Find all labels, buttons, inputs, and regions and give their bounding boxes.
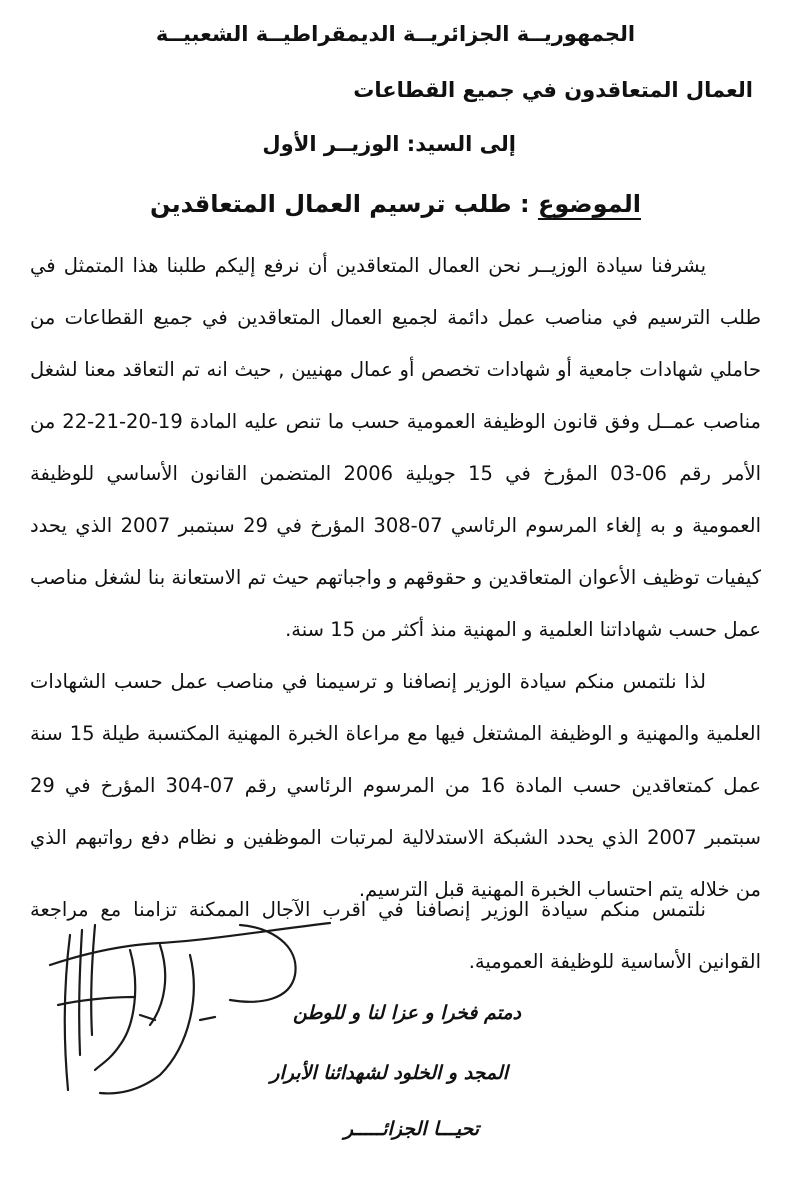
subject-label: الموضوع bbox=[537, 190, 641, 218]
salutation-line-1: دمتم فخرا و عزا لنا و للوطن bbox=[292, 1002, 521, 1024]
letter-header: الجمهوريــة الجزائريــة الديمقراطيــة الشعبيــة bbox=[155, 22, 636, 46]
subject-line bbox=[0, 190, 791, 218]
letter-body bbox=[30, 240, 761, 916]
body-paragraph-1: يشرفنا سيادة الوزيــر نحن العمال المتعاقدين أن نرفع إليكم طلبنا هذا المتمثل في طلب الترسيم في مناصب عمل دائمة لجميع العمال المتعاقدين في جميع القطاعات من حاملي شهادات جامعية أو شهادات تخصص أو عمال مهنيين , حيث انه تم التعاقد معنا لشغل مناصب عمــل وفق قانون الوظيفة العمومية حسب ما تنص عليه المادة 19-20-21-22 من الأمر رقم 06-03 المؤرخ في 15 جويلية 2006 المتضمن القانون الأساسي للوظيفة العمومية و به إلغاء المرسوم الرئاسي 07-308 المؤرخ في 29 سبتمبر 2007 الذي يحدد كيفيات توظيف الأعوان المتعاقدين و حقوقهم و واجباتهم حيث تم الاستعانة بنا لشغل مناصب عمل حسب شهاداتنا العلمية و المهنية منذ أكثر من 15 سنة. bbox=[29, 254, 761, 641]
sender-line: العمال المتعاقدون في جميع القطاعات bbox=[353, 78, 753, 102]
salutation-line-2: المجد و الخلود لشهدائنا الأبرار bbox=[270, 1062, 508, 1084]
subject-text: : طلب ترسيم العمال المتعاقدين bbox=[150, 190, 538, 218]
body-paragraph-3: نلتمس منكم سيادة الوزير إنصافنا في اقرب الآجال الممكنة تزامنا مع مراجعة القوانين الأساسية للوظيفة العمومية. bbox=[30, 898, 761, 973]
recipient-line: إلى السيد: الوزيــر الأول bbox=[262, 132, 516, 156]
handwritten-signature bbox=[40, 905, 340, 1100]
salutation-line-3: تحيـــا الجزائـــــر bbox=[343, 1118, 479, 1140]
body-paragraph-2: لذا نلتمس منكم سيادة الوزير إنصافنا و ترسيمنا في مناصب عمل حسب الشهادات العلمية والمهنية و الوظيفة المشتغل فيها مع مراعاة الخبرة المهنية المكتسبة طيلة 15 سنة عمل كمتعاقدين حسب المادة 16 من المرسوم الرئاسي رقم 07-304 المؤرخ في 29 سبتمبر 2007 الذي يحدد الشبكة الاستدلالية لمرتبات الموظفين و نظام دفع رواتبهم الذي من خلاله يتم احتساب الخبرة المهنية قبل الترسيم. bbox=[30, 670, 761, 901]
